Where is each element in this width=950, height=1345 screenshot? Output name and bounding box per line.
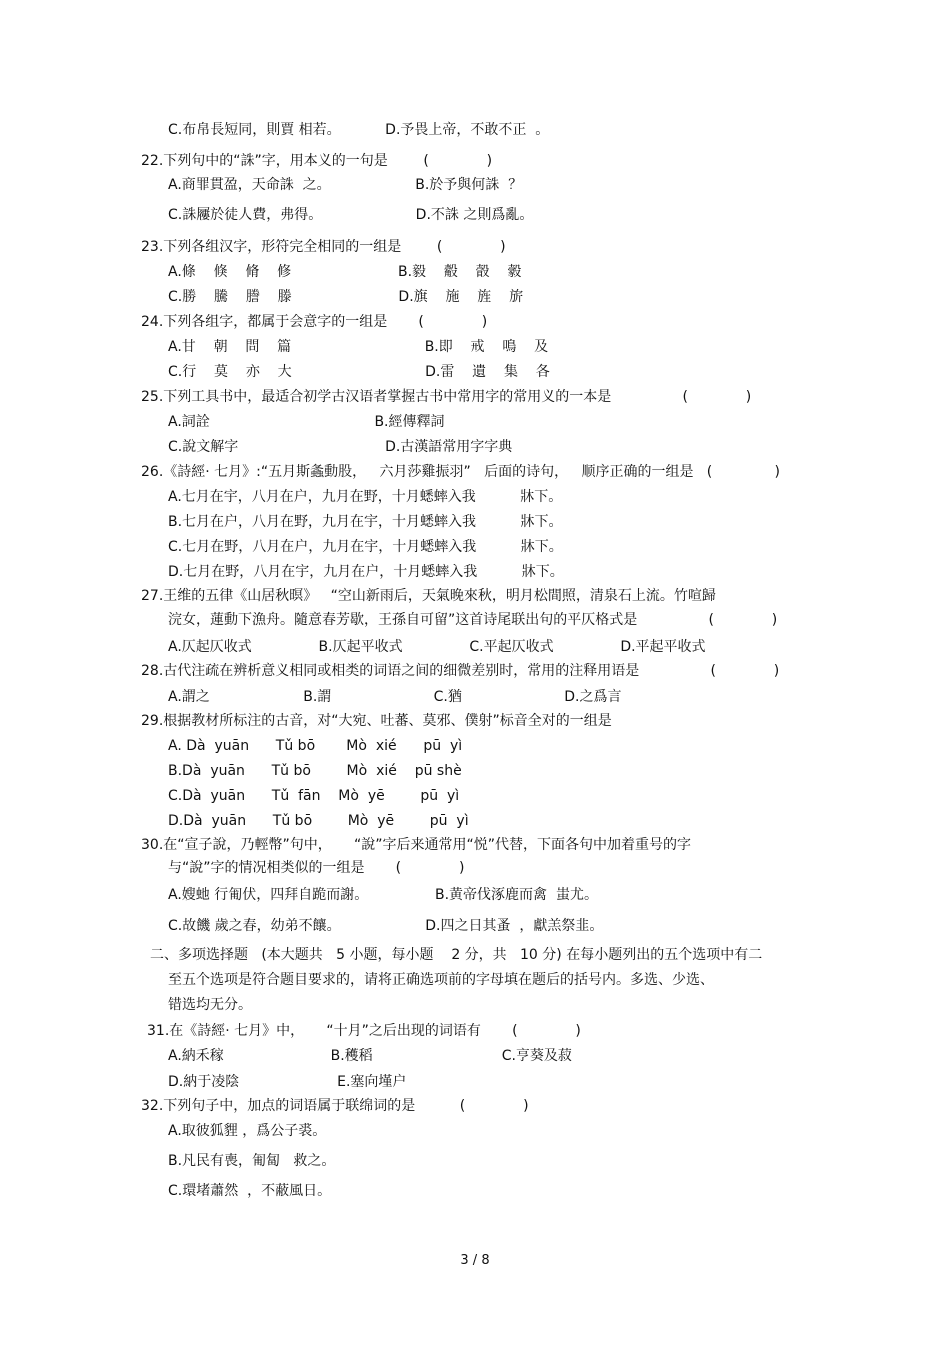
- text-line: 22.下列句中的“誅”字，用本义的一句是 ( ): [141, 153, 493, 169]
- text-line: 32.下列句子中，加点的词语属于联绵词的是 ( ): [141, 1098, 529, 1114]
- text-line: C.說文解字 D.古漢語常用字字典: [168, 439, 513, 455]
- text-line: 30.在“宣子說，乃輕幣”句中， “說”字后来通常用“悦”代替，下面各句中加着重号的字: [141, 837, 692, 853]
- text-line: 23.下列各组汉字，形符完全相同的一组是 ( ): [141, 239, 506, 255]
- text-line: A.取彼狐貍 ，爲公子裘。: [168, 1123, 327, 1139]
- text-line: D.七月在野，八月在宇，九月在户，十月蟋蟀入我 牀下。: [168, 564, 564, 580]
- text-line: B.凡民有喪，匍匐 救之。: [168, 1153, 336, 1169]
- text-line: C.行 莫 亦 大 D.雷 遺 集 各: [168, 364, 550, 380]
- text-line: A.納禾稼 B.穫稻 C.亨葵及菽: [168, 1048, 572, 1064]
- text-line: D.Dà yuān Tǔ bō Mò yē pū yì: [168, 813, 469, 829]
- text-line: A.商罪貫盈，天命誅 之。 B.於予與何誅 ？: [168, 177, 523, 193]
- text-line: 与“說”字的情况相类似的一组是 ( ): [168, 860, 465, 876]
- text-line: 31.在《詩經· 七月》中， “十月”之后出现的词语有 ( ): [147, 1023, 581, 1039]
- text-line: C.Dà yuān Tǔ fān Mò yē pū yì: [168, 788, 460, 804]
- text-line: C.故饑 歲之春，幼弟不饟。 D.四之日其蚤 ，獻羔祭韭。: [168, 918, 604, 934]
- text-line: A.條 倏 脩 修 B.毅 觳 瞉 豰: [168, 264, 522, 280]
- text-line: 27.王维的五律《山居秋暝》 “空山新雨后，天氣晚來秋，明月松間照，清泉石上流。竹喧歸: [141, 588, 716, 604]
- text-line: A.嫂虵 行匍伏，四拜自跪而謝。 B.黄帝伐涿鹿而禽 蚩尤。: [168, 887, 598, 903]
- text-line: 25.下列工具书中，最适合初学古汉语者掌握古书中常用字的常用义的一本是 ( ): [141, 389, 752, 405]
- text-line: C.環堵蕭然 ，不蔽風日。: [168, 1183, 332, 1199]
- text-line: A.謂之 B.謂 C.猶 D.之爲言: [168, 689, 622, 705]
- text-line: C.布帛長短同，則賈 相若。 D.予畏上帝，不敢不正 。: [168, 122, 550, 138]
- text-line: 至五个选项是符合题目要求的，请将正确选项前的字母填在题后的括号内。多选、少选、: [168, 972, 714, 988]
- text-line: 24.下列各组字，都属于会意字的一组是 ( ): [141, 314, 488, 330]
- text-line: 二、多项选择题 (本大题共 5 小题，每小题 2 分，共 10 分) 在每小题列出的五个选项中有二: [150, 947, 763, 963]
- text-line: 28.古代注疏在辨析意义相同或相类的词语之间的细微差别时，常用的注释用语是 ( ): [141, 663, 780, 679]
- page-number: 3 / 8: [460, 1253, 490, 1268]
- text-line: A.七月在宇，八月在户，九月在野，十月蟋蟀入我 牀下。: [168, 489, 563, 505]
- text-line: 29.根据教材所标注的古音，对“大宛、吐蕃、莫邪、僕射”标音全对的一组是: [141, 713, 612, 729]
- text-line: A.仄起仄收式 B.仄起平收式 C.平起仄收式 D.平起平收式: [168, 639, 706, 655]
- text-line: 浣女，蓮動下漁舟。隨意春芳歇，王孫自可留”这首诗尾联出句的平仄格式是 ( ): [168, 612, 778, 628]
- text-line: A. Dà yuān Tǔ bō Mò xié pū yì: [168, 738, 463, 754]
- text-line: 26.《詩經· 七月》:“五月斯螽動股， 六月莎雞振羽” 后面的诗句， 顺序正确的一组是 ( ): [141, 464, 781, 480]
- text-line: B.七月在户，八月在野，九月在宇，十月蟋蟀入我 牀下。: [168, 514, 563, 530]
- text-line: D.納于凌陰 E.塞向墐户: [168, 1074, 407, 1090]
- text-line: A.詞詮 B.經傳釋詞: [168, 414, 445, 430]
- text-line: 错选均无分。: [168, 997, 252, 1013]
- text-line: B.Dà yuān Tǔ bō Mò xié pū shè: [168, 763, 462, 779]
- text-line: A.甘 朝 問 篇 B.即 戒 鳴 及: [168, 339, 549, 355]
- text-line: C.七月在野，八月在户，九月在宇，十月蟋蟀入我 牀下。: [168, 539, 563, 555]
- text-line: C.勝 騰 謄 滕 D.旗 施 旌 旂: [168, 289, 524, 305]
- text-line: C.誅屨於徒人費，弗得。 D.不誅 之則爲亂。: [168, 207, 534, 223]
